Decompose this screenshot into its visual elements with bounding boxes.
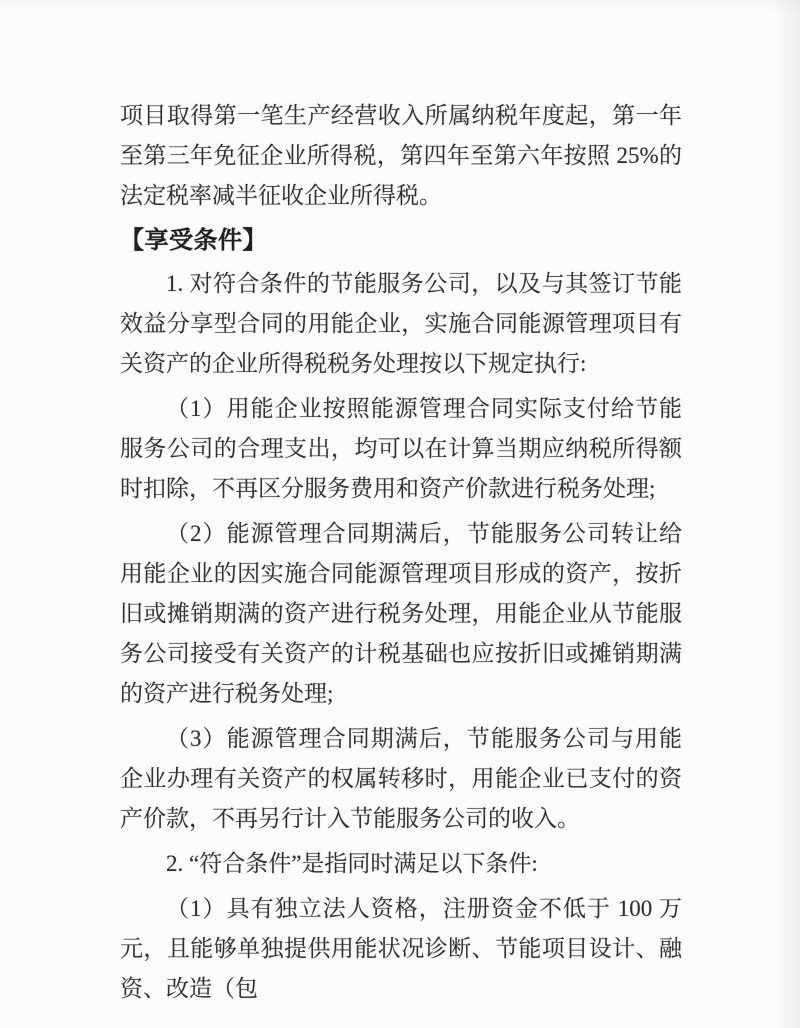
paragraph-item-2-1-legal-person-qualification: （1）具有独立法人资格，注册资金不低于 100 万元，且能够单独提供用能状况诊断、节能项目设计、融资、改造（包 bbox=[120, 896, 682, 1001]
paragraph-tax-exemption-continuation: 项目取得第一笔生产经营收入所属纳税年度起，第一年至第三年免征企业所得税，第四年至第六年按照 25%的法定税率减半征收企业所得税。 bbox=[120, 103, 682, 208]
document-body bbox=[120, 96, 682, 1014]
scan-shadow-right bbox=[772, 0, 800, 1028]
paragraph-item-2-qualified-definition: 2. “符合条件”是指同时满足以下条件: bbox=[166, 851, 538, 876]
paragraph-item-1-3-ownership-transfer: （3）能源管理合同期满后，节能服务公司与用能企业办理有关资产的权属转移时，用能企业已支付的资产价款，不再另行计入节能服务公司的收入。 bbox=[120, 726, 682, 831]
paragraph-item-1-qualified-companies: 1. 对符合条件的节能服务公司，以及与其签订节能效益分享型合同的用能企业，实施合同能源管理项目有关资产的企业所得税税务处理按以下规定执行: bbox=[120, 271, 682, 376]
scan-shadow-top bbox=[0, 0, 800, 14]
paragraph-item-1-1-reasonable-expenditure: （1）用能企业按照能源管理合同实际支付给节能服务公司的合理支出，均可以在计算当期应纳税所得额时扣除，不再区分服务费用和资产价款进行税务处理; bbox=[120, 396, 682, 501]
section-heading-enjoy-conditions: 【享受条件】 bbox=[120, 228, 267, 254]
paragraph-item-1-2-asset-transfer-tax-treatment: （2）能源管理合同期满后，节能服务公司转让给用能企业的因实施合同能源管理项目形成的资产，按折旧或摊销期满的资产进行税务处理，用能企业从节能服务公司接受有关资产的计税基础也应按折旧或摊销期满的资产进行税务处理; bbox=[120, 521, 682, 706]
